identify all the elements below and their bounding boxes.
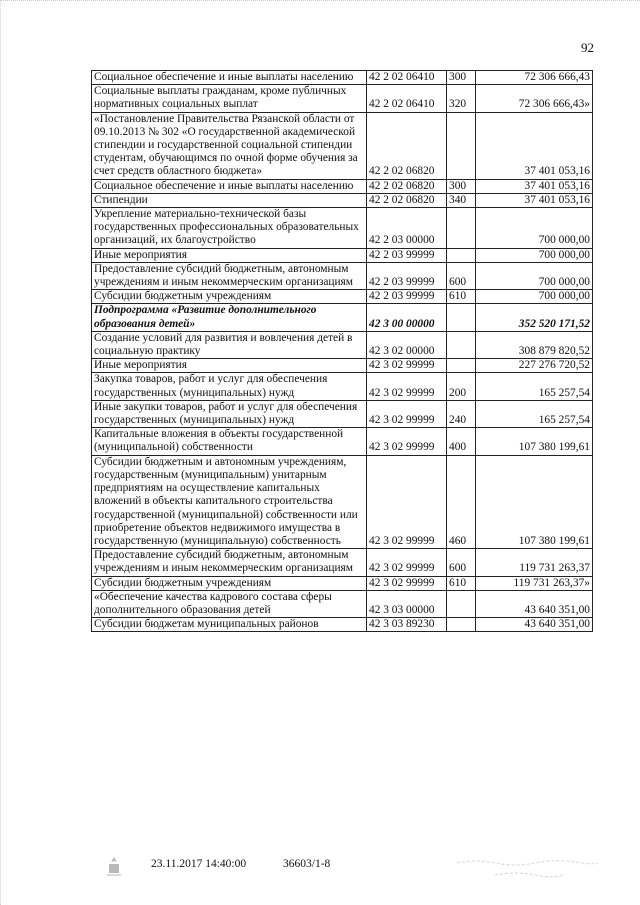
row-expense-type-cell [447, 208, 476, 249]
row-expense-type-cell: 200 [447, 373, 476, 400]
row-code-cell: 42 2 02 06820 [367, 112, 447, 179]
row-name-cell: Укрепление материально-технической базы государственных профессиональных образовательных организаций, их благоустройство [92, 208, 367, 249]
row-amount-cell: 37 401 053,16 [476, 179, 593, 193]
row-expense-type-cell: 600 [447, 262, 476, 289]
footer-datetime: 23.11.2017 14:40:00 [151, 858, 247, 870]
row-amount-cell: 165 257,54 [476, 373, 593, 400]
row-code-cell: 42 2 03 99999 [367, 248, 447, 262]
row-code-cell: 42 2 02 06820 [367, 193, 447, 207]
table-row [92, 400, 593, 427]
row-amount-cell: 107 380 199,61 [476, 455, 593, 548]
table-row [92, 304, 593, 331]
table-row [92, 179, 593, 193]
row-amount-cell: 700 000,00 [476, 208, 593, 249]
row-expense-type-cell: 300 [447, 71, 476, 85]
row-code-cell: 42 3 02 99999 [367, 400, 447, 427]
row-expense-type-cell: 460 [447, 455, 476, 548]
row-name-cell: Социальные выплаты гражданам, кроме публичных нормативных социальных выплат [92, 85, 367, 112]
row-expense-type-cell: 300 [447, 179, 476, 193]
row-amount-cell: 119 731 263,37» [476, 576, 593, 590]
table-row [92, 262, 593, 289]
footer-doc-code: 36603/1-8 [283, 858, 331, 870]
row-expense-type-cell: 400 [447, 428, 476, 455]
row-name-cell: Социальное обеспечение и иные выплаты населению [92, 179, 367, 193]
table-row [92, 359, 593, 373]
row-expense-type-cell [447, 359, 476, 373]
row-expense-type-cell: 600 [447, 549, 476, 576]
row-code-cell: 42 2 03 00000 [367, 208, 447, 249]
row-expense-type-cell: 610 [447, 290, 476, 304]
row-code-cell: 42 3 03 00000 [367, 590, 447, 617]
row-amount-cell: 352 520 171,52 [476, 304, 593, 331]
table-row [92, 112, 593, 179]
stamp-logo-icon [103, 855, 125, 877]
row-name-cell: Субсидии бюджетам муниципальных районов [92, 618, 367, 632]
row-amount-cell: 227 276 720,52 [476, 359, 593, 373]
row-amount-cell: 37 401 053,16 [476, 193, 593, 207]
row-name-cell: Социальное обеспечение и иные выплаты населению [92, 71, 367, 85]
table-row [92, 455, 593, 548]
table-row [92, 373, 593, 400]
electronic-signature-mark [455, 855, 600, 881]
row-expense-type-cell [447, 590, 476, 617]
row-code-cell: 42 2 02 06820 [367, 179, 447, 193]
row-name-cell: Субсидии бюджетным учреждениям [92, 290, 367, 304]
row-amount-cell: 72 306 666,43 [476, 71, 593, 85]
row-amount-cell: 700 000,00 [476, 290, 593, 304]
row-code-cell: 42 3 02 99999 [367, 373, 447, 400]
row-code-cell: 42 3 02 99999 [367, 549, 447, 576]
row-name-cell: Капитальные вложения в объекты государственной (муниципальной) собственности [92, 428, 367, 455]
row-expense-type-cell: 240 [447, 400, 476, 427]
row-expense-type-cell [447, 331, 476, 358]
table-row [92, 590, 593, 617]
row-code-cell: 42 3 02 99999 [367, 428, 447, 455]
row-expense-type-cell: 320 [447, 85, 476, 112]
row-code-cell: 42 3 02 99999 [367, 576, 447, 590]
row-code-cell: 42 3 02 99999 [367, 455, 447, 548]
row-expense-type-cell [447, 304, 476, 331]
row-amount-cell: 72 306 666,43» [476, 85, 593, 112]
row-name-cell: Иные мероприятия [92, 359, 367, 373]
row-amount-cell: 700 000,00 [476, 262, 593, 289]
row-code-cell: 42 2 02 06410 [367, 71, 447, 85]
left-scan-edge [0, 0, 4, 905]
row-name-cell: Подпрограмма «Развитие дополнительного образования детей» [92, 304, 367, 331]
table-row [92, 248, 593, 262]
table-row [92, 85, 593, 112]
table-row [92, 331, 593, 358]
row-name-cell: Создание условий для развития и вовлечения детей в социальную практику [92, 331, 367, 358]
row-code-cell: 42 2 03 99999 [367, 290, 447, 304]
row-amount-cell: 43 640 351,00 [476, 618, 593, 632]
row-amount-cell: 37 401 053,16 [476, 112, 593, 179]
row-code-cell: 42 3 02 00000 [367, 331, 447, 358]
table-row [92, 549, 593, 576]
table-row [92, 428, 593, 455]
row-code-cell: 42 2 02 06410 [367, 85, 447, 112]
row-amount-cell: 43 640 351,00 [476, 590, 593, 617]
budget-table [91, 70, 593, 632]
row-expense-type-cell: 340 [447, 193, 476, 207]
table-row [92, 576, 593, 590]
row-expense-type-cell [447, 112, 476, 179]
row-expense-type-cell [447, 618, 476, 632]
row-name-cell: Стипендии [92, 193, 367, 207]
row-expense-type-cell: 610 [447, 576, 476, 590]
row-name-cell: Иные закупки товаров, работ и услуг для обеспечения государственных (муниципальных) нужд [92, 400, 367, 427]
row-name-cell: Предоставление субсидий бюджетным, автономным учреждениям и иным некоммерческим организациям [92, 549, 367, 576]
row-amount-cell: 308 879 820,52 [476, 331, 593, 358]
table-row [92, 208, 593, 249]
row-name-cell: «Постановление Правительства Рязанской области от 09.10.2013 № 302 «О государственной академической стипендии и государственной социальной стипендии студентам, обучающимся по очной форме обучения за счет средств областного бюджета» [92, 112, 367, 179]
row-amount-cell: 107 380 199,61 [476, 428, 593, 455]
row-amount-cell: 700 000,00 [476, 248, 593, 262]
row-code-cell: 42 3 03 89230 [367, 618, 447, 632]
row-name-cell: «Обеспечение качества кадрового состава сферы дополнительного образования детей [92, 590, 367, 617]
row-name-cell: Закупка товаров, работ и услуг для обеспечения государственных (муниципальных) нужд [92, 373, 367, 400]
table-row [92, 71, 593, 85]
row-name-cell: Иные мероприятия [92, 248, 367, 262]
row-amount-cell: 119 731 263,37 [476, 549, 593, 576]
row-code-cell: 42 3 00 00000 [367, 304, 447, 331]
top-scan-marks [0, 0, 640, 11]
row-name-cell: Субсидии бюджетным учреждениям [92, 576, 367, 590]
page-number: 92 [581, 40, 594, 55]
row-expense-type-cell [447, 248, 476, 262]
row-amount-cell: 165 257,54 [476, 400, 593, 427]
table-row [92, 193, 593, 207]
row-code-cell: 42 3 02 99999 [367, 359, 447, 373]
table-row [92, 618, 593, 632]
row-code-cell: 42 2 03 99999 [367, 262, 447, 289]
table-row [92, 290, 593, 304]
row-name-cell: Предоставление субсидий бюджетным, автономным учреждениям и иным некоммерческим организациям [92, 262, 367, 289]
row-name-cell: Субсидии бюджетным и автономным учреждениям, государственным (муниципальным) унитарным предприятиям на осуществление капитальных вложений в объекты капитального строительства государственной (муниципальной) собственности или приобретение объектов недвижимого имущества в государственную (муниципальную) собственность [92, 455, 367, 548]
budget-table-body [92, 71, 593, 632]
